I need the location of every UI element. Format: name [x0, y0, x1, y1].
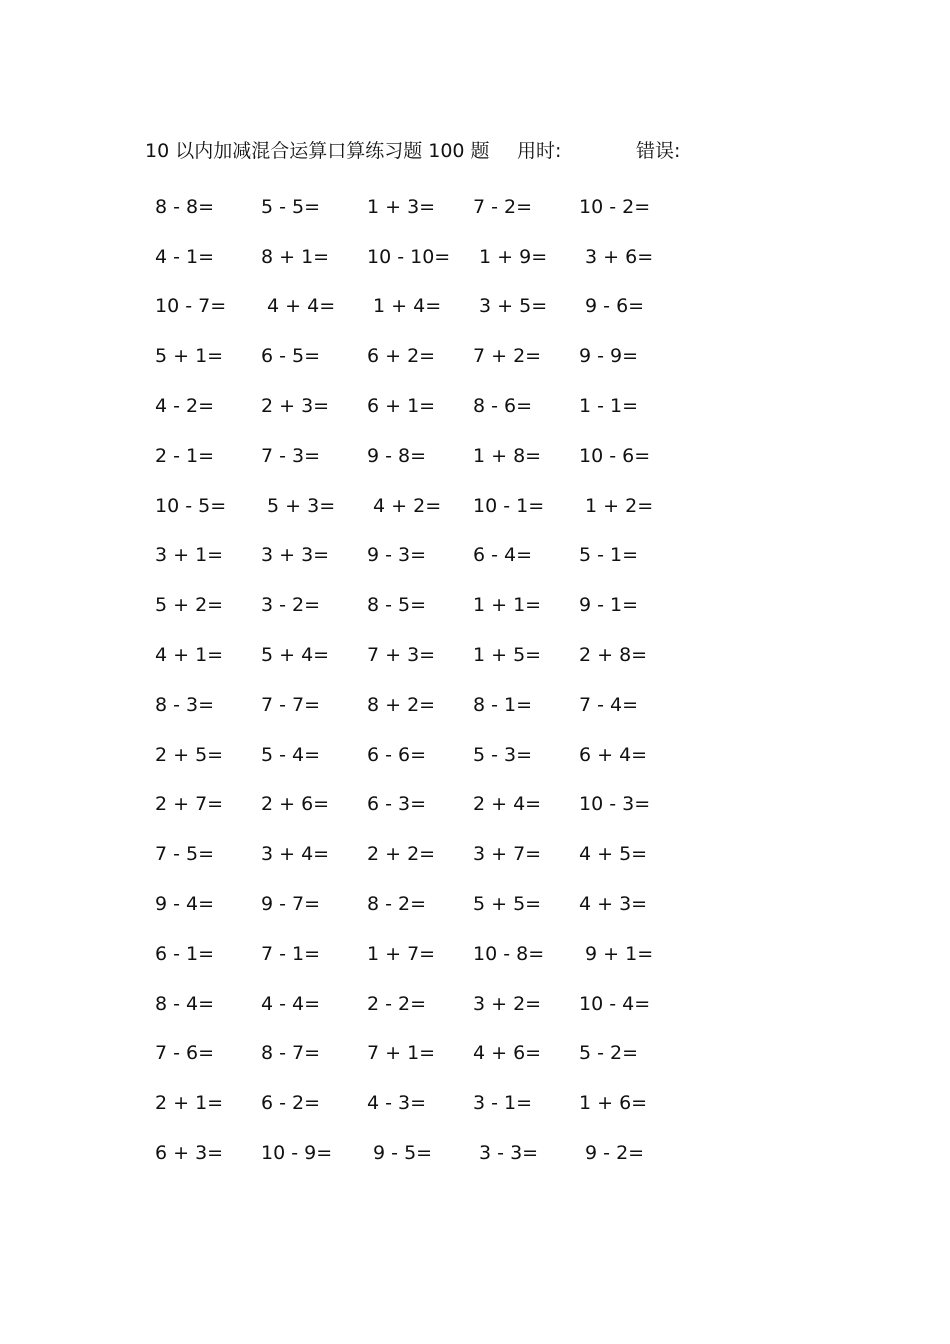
- math-problem: 4 + 2=: [367, 494, 442, 517]
- math-problem: 4 + 4=: [261, 295, 336, 318]
- math-problem: 9 - 5=: [367, 1142, 433, 1165]
- math-problem: 5 - 5=: [261, 195, 321, 218]
- problem-row: [145, 829, 675, 879]
- worksheet-title: 10 以内加减混合运算口算练习题 100 题: [145, 140, 490, 162]
- math-problem: 4 + 5=: [579, 843, 648, 866]
- math-problem: 8 - 1=: [473, 693, 533, 716]
- math-problem: 3 + 5=: [473, 295, 548, 318]
- problem-row: [145, 1029, 675, 1079]
- problem-row: [145, 580, 675, 630]
- math-problem: 6 - 5=: [261, 345, 321, 368]
- math-problem: 6 - 4=: [473, 544, 533, 567]
- math-problem: 3 - 2=: [261, 594, 321, 617]
- math-problem: 6 - 3=: [367, 793, 427, 816]
- problem-row: [145, 431, 675, 481]
- math-problem: 4 - 4=: [261, 992, 321, 1015]
- math-problem: 8 - 6=: [473, 395, 533, 418]
- math-problem: 10 - 6=: [579, 444, 651, 467]
- math-problem: 3 + 4=: [261, 843, 330, 866]
- math-problem: 9 - 3=: [367, 544, 427, 567]
- problem-row: [145, 232, 675, 282]
- math-problem: 10 - 2=: [579, 195, 651, 218]
- math-problem: 3 + 2=: [473, 992, 542, 1015]
- math-problem: 2 + 3=: [261, 395, 330, 418]
- problem-row: [145, 182, 675, 232]
- math-problem: 8 + 1=: [261, 245, 330, 268]
- math-problem: 4 - 1=: [155, 245, 215, 268]
- math-problem: 4 - 2=: [155, 395, 215, 418]
- math-problem: 8 - 8=: [155, 195, 215, 218]
- math-problem: 5 + 3=: [261, 494, 336, 517]
- math-problem: 10 - 7=: [155, 295, 227, 318]
- math-problem: 3 + 7=: [473, 843, 542, 866]
- problem-row: [145, 331, 675, 381]
- math-problem: 10 - 4=: [579, 992, 651, 1015]
- math-problem: 1 + 1=: [473, 594, 542, 617]
- math-problem: 2 - 1=: [155, 444, 215, 467]
- math-problem: 3 - 1=: [473, 1092, 533, 1115]
- problem-row: [145, 979, 675, 1029]
- math-problem: 8 - 2=: [367, 893, 427, 916]
- math-problem: 8 - 5=: [367, 594, 427, 617]
- problem-row: [145, 531, 675, 581]
- math-problem: 9 - 9=: [579, 345, 639, 368]
- math-problem: 10 - 10=: [367, 245, 451, 268]
- math-problem: 2 + 8=: [579, 644, 648, 667]
- problem-row: [145, 1128, 675, 1178]
- math-problem: 10 - 8=: [473, 942, 545, 965]
- math-problem: 7 - 1=: [261, 942, 321, 965]
- math-problem: 7 - 4=: [579, 693, 639, 716]
- problem-row: [145, 1078, 675, 1128]
- math-problem: 4 - 3=: [367, 1092, 427, 1115]
- math-problem: 7 + 1=: [367, 1042, 436, 1065]
- problem-row: [145, 282, 675, 332]
- math-problem: 8 - 7=: [261, 1042, 321, 1065]
- math-problem: 3 - 3=: [473, 1142, 539, 1165]
- math-problem: 2 + 4=: [473, 793, 542, 816]
- worksheet-header: [145, 136, 705, 166]
- math-problem: 1 + 9=: [473, 245, 548, 268]
- math-problem: 7 + 2=: [473, 345, 542, 368]
- math-problem: 6 - 6=: [367, 743, 427, 766]
- math-problem: 3 + 6=: [579, 245, 654, 268]
- math-problem: 5 + 4=: [261, 644, 330, 667]
- math-problem: 4 + 6=: [473, 1042, 542, 1065]
- math-problem: 5 + 2=: [155, 594, 224, 617]
- problem-row: [145, 481, 675, 531]
- math-problem: 1 + 2=: [579, 494, 654, 517]
- math-problem: 2 + 5=: [155, 743, 224, 766]
- problem-row: [145, 879, 675, 929]
- math-problem: 6 + 4=: [579, 743, 648, 766]
- math-problem: 1 + 5=: [473, 644, 542, 667]
- time-used-label: 用时:: [517, 140, 562, 162]
- errors-label: 错误:: [636, 140, 681, 162]
- math-problem: 8 - 4=: [155, 992, 215, 1015]
- math-problem: 2 + 7=: [155, 793, 224, 816]
- math-problem: 7 - 3=: [261, 444, 321, 467]
- math-problem: 1 + 3=: [367, 195, 436, 218]
- math-problem: 1 + 8=: [473, 444, 542, 467]
- problem-row: [145, 929, 675, 979]
- problem-row: [145, 680, 675, 730]
- math-problem: 1 - 1=: [579, 395, 639, 418]
- math-problem: 9 - 2=: [579, 1142, 645, 1165]
- math-problem: 6 + 3=: [155, 1142, 224, 1165]
- math-problem: 5 - 1=: [579, 544, 639, 567]
- math-problem: 10 - 5=: [155, 494, 227, 517]
- math-problem: 3 + 1=: [155, 544, 224, 567]
- math-problem: 7 - 7=: [261, 693, 321, 716]
- math-problem: 9 + 1=: [579, 942, 654, 965]
- problem-row: [145, 381, 675, 431]
- math-problem: 6 + 2=: [367, 345, 436, 368]
- math-problem: 6 - 1=: [155, 942, 215, 965]
- math-problem: 9 - 8=: [367, 444, 427, 467]
- math-problem: 2 - 2=: [367, 992, 427, 1015]
- math-problem: 1 + 7=: [367, 942, 436, 965]
- math-problem: 5 - 4=: [261, 743, 321, 766]
- math-problem: 5 + 5=: [473, 893, 542, 916]
- math-problem: 4 + 3=: [579, 893, 648, 916]
- math-problem: 8 + 2=: [367, 693, 436, 716]
- math-problem: 9 - 7=: [261, 893, 321, 916]
- math-problem: 7 - 2=: [473, 195, 533, 218]
- math-problem: 2 + 1=: [155, 1092, 224, 1115]
- math-problem: 9 - 6=: [579, 295, 645, 318]
- math-problem: 6 - 2=: [261, 1092, 321, 1115]
- math-problem: 10 - 9=: [261, 1142, 333, 1165]
- math-problem: 7 - 6=: [155, 1042, 215, 1065]
- problem-row: [145, 780, 675, 830]
- math-problem: 1 + 6=: [579, 1092, 648, 1115]
- math-problem: 7 - 5=: [155, 843, 215, 866]
- math-problem: 2 + 6=: [261, 793, 330, 816]
- math-problem: 3 + 3=: [261, 544, 330, 567]
- math-problem: 2 + 2=: [367, 843, 436, 866]
- problem-row: [145, 630, 675, 680]
- math-problem: 5 - 2=: [579, 1042, 639, 1065]
- math-problem: 9 - 1=: [579, 594, 639, 617]
- math-problem: 6 + 1=: [367, 395, 436, 418]
- problem-row: [145, 730, 675, 780]
- math-problem: 10 - 1=: [473, 494, 545, 517]
- problem-grid: [145, 182, 675, 1178]
- math-problem: 5 + 1=: [155, 345, 224, 368]
- math-problem: 1 + 4=: [367, 295, 442, 318]
- math-problem: 9 - 4=: [155, 893, 215, 916]
- math-problem: 7 + 3=: [367, 644, 436, 667]
- math-problem: 4 + 1=: [155, 644, 224, 667]
- math-problem: 10 - 3=: [579, 793, 651, 816]
- math-problem: 5 - 3=: [473, 743, 533, 766]
- math-problem: 8 - 3=: [155, 693, 215, 716]
